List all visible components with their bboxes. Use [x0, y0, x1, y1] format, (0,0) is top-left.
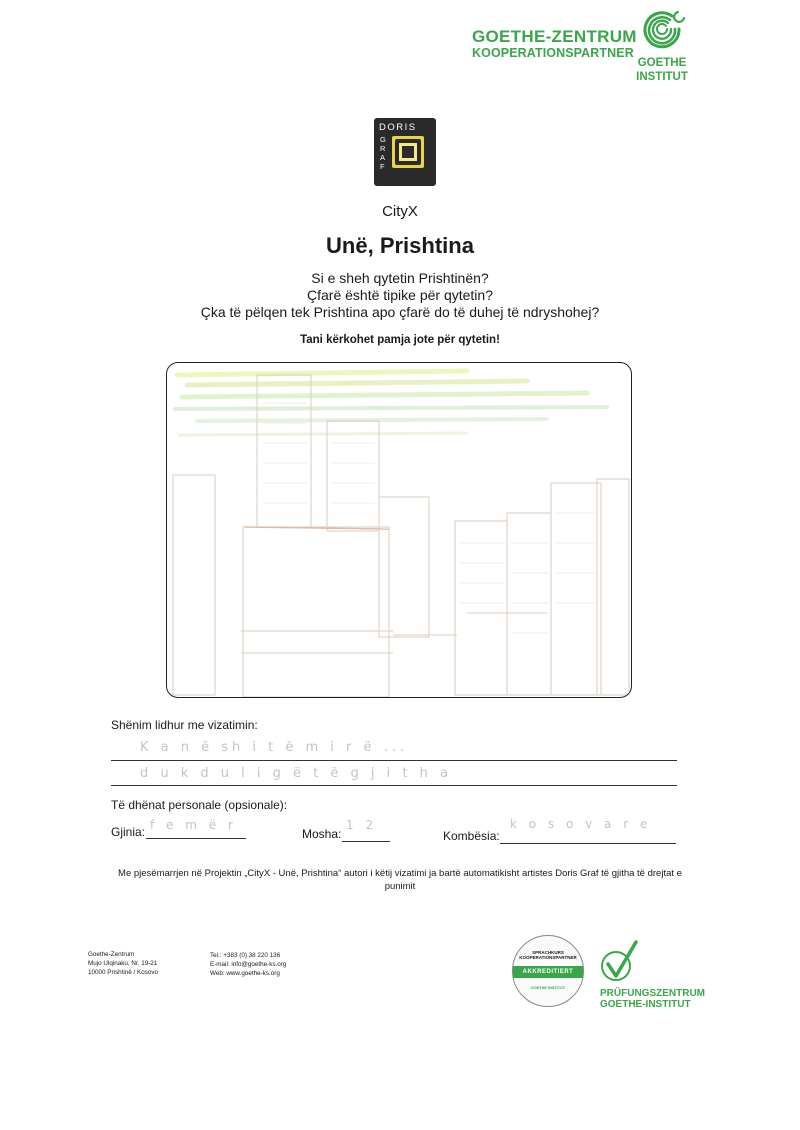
gender-field[interactable] — [146, 838, 246, 839]
personal-data-label: Të dhënat personale (opsionale): — [111, 798, 288, 812]
note-line-2[interactable] — [111, 785, 677, 786]
nationality-label: Kombësia: — [443, 829, 500, 843]
contact-phone: Tel.: +383 (0) 38 220 136 — [210, 952, 281, 959]
contact-web: Web: www.goethe-ks.org — [210, 970, 280, 977]
address-line-3: 10000 Prishtinë / Kosovo — [88, 969, 159, 976]
consent-text: Me pjesëmarrjen në Projektin „CityX - Unë, Prishtina“ autori i këtij vizatimi ja bartë automatikisht artistes Doris Graf të gjitha të drejtat e punimit — [118, 868, 682, 892]
address-line-1: Goethe-Zentrum — [88, 951, 135, 958]
svg-text:DORIS: DORIS — [379, 122, 417, 133]
goethe-zentrum-logo — [472, 27, 637, 60]
age-field[interactable] — [342, 841, 390, 842]
question-1: Si e sheh qytetin Prishtinën? — [311, 270, 489, 286]
pruefung-line2: GOETHE-INSTITUT — [600, 999, 691, 1010]
call-to-action: Tani kërkohet pamja jote për qytetin! — [300, 334, 500, 346]
footer-address — [88, 950, 158, 977]
question-3: Çka të pëlqen tek Prishtina apo çfarë do të duhej të ndryshohej? — [200, 304, 600, 320]
goethe-institut-logo — [636, 8, 688, 83]
note-handwriting-line2: d u k d u l i g ë t ë g j i t h a — [140, 766, 452, 781]
note-line-1[interactable] — [111, 760, 677, 761]
question-list — [0, 270, 800, 321]
checkmark-icon — [600, 938, 640, 987]
goethe-institut-line2: INSTITUT — [636, 71, 688, 83]
badge-band: AKKREDITIERT — [513, 966, 583, 978]
page-title: Unë, Prishtina — [326, 233, 474, 258]
pruefung-line1: PRÜFUNGSZENTRUM — [600, 988, 705, 999]
note-label: Shënim lidhur me vizatimin: — [111, 718, 258, 732]
brand-name: CityX — [382, 203, 418, 220]
pruefungszentrum-logo — [600, 988, 705, 1010]
footer-contact — [210, 951, 286, 978]
doris-graf-logo — [374, 118, 436, 186]
age-value: 1 2 — [346, 818, 378, 832]
goethe-circle-icon — [636, 8, 688, 50]
nationality-field[interactable] — [500, 843, 676, 844]
gender-label: Gjinia: — [111, 825, 146, 839]
gender-value: f e m ë r — [150, 818, 237, 832]
address-line-2: Mujo Ulqinaku, Nr. 19-21 — [88, 960, 158, 967]
badge-top-text: SPRACHKURS KOOPERATIONSPARTNER — [519, 950, 577, 960]
svg-text:A: A — [380, 153, 386, 162]
question-2: Çfarë është tipike për qytetin? — [307, 287, 493, 303]
accreditation-badge — [512, 935, 584, 1007]
svg-text:G: G — [380, 135, 386, 144]
contact-email: E-mail: info@goethe-ks.org — [210, 961, 287, 968]
age-label: Mosha: — [302, 827, 342, 841]
badge-bottom-text: GOETHE INSTITUT — [530, 986, 566, 990]
svg-text:R: R — [380, 144, 386, 153]
nationality-value: k o s o v a r e — [510, 817, 652, 831]
note-handwriting-line1: K a n ë sh i t ë m i r ë ... — [140, 740, 409, 755]
goethe-zentrum-line1: GOETHE-ZENTRUM — [472, 27, 637, 46]
svg-text:F: F — [380, 162, 385, 171]
city-drawing — [167, 363, 631, 697]
goethe-institut-line1: GOETHE — [637, 57, 687, 69]
drawing-frame — [166, 362, 632, 698]
goethe-zentrum-line2: KOOPERATIONSPARTNER — [472, 46, 634, 60]
